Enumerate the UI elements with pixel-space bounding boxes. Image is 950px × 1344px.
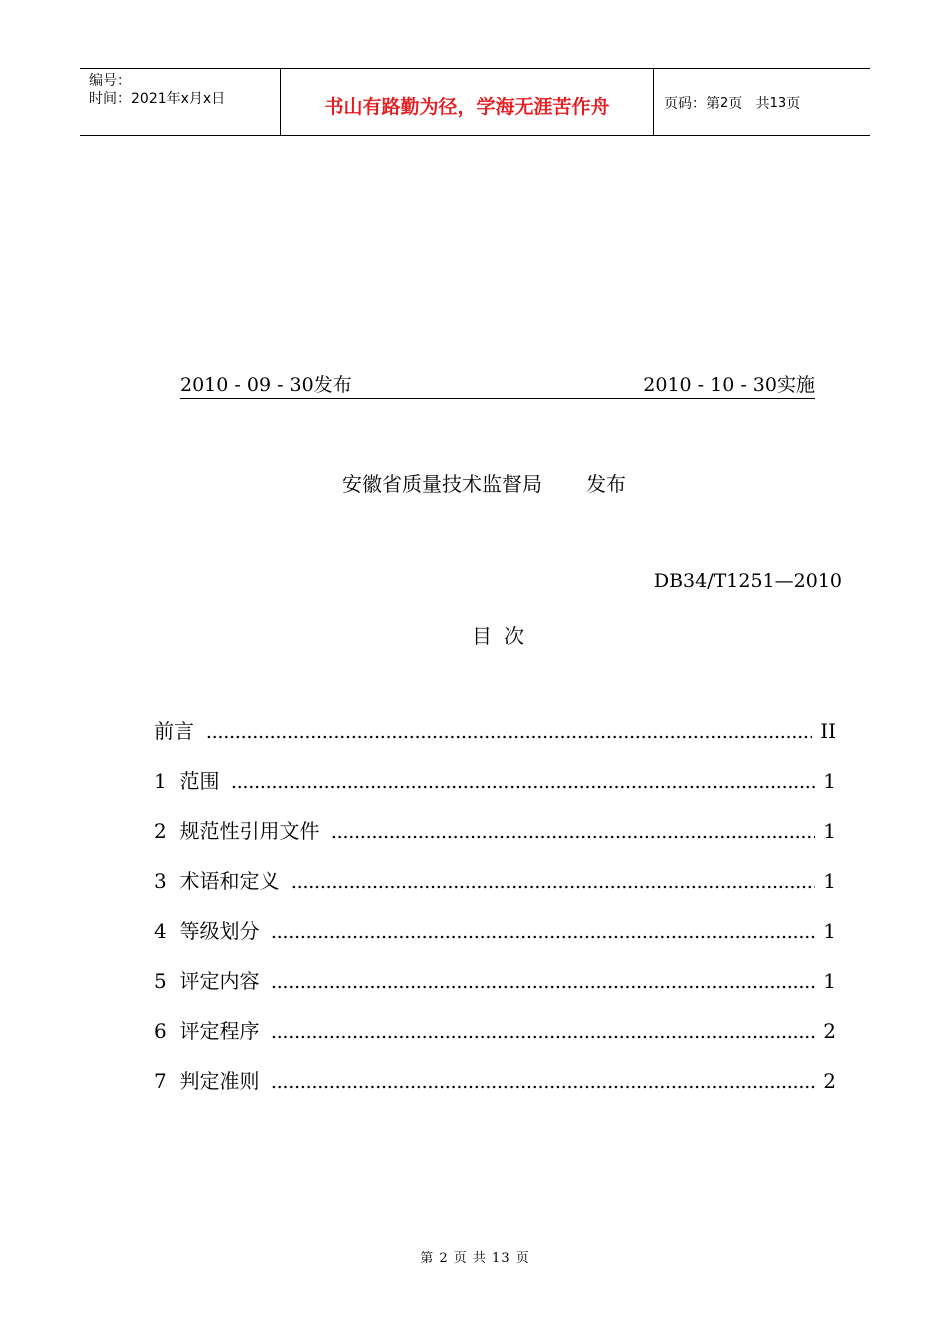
header-page-total: 13 [769,95,787,111]
document-header [80,68,870,136]
header-motto-cell [281,69,654,135]
toc-entry[interactable] [154,818,836,868]
issuer-name: 安徽省质量技术监督局 [342,472,542,496]
header-page-current: 2 [720,95,729,111]
toc-entry-page: 2 [823,1069,836,1093]
toc-entry[interactable] [154,968,836,1018]
header-time-label: 时间：2021年x月x日 [89,91,226,107]
toc-entry-page: 1 [823,919,836,943]
toc-entry[interactable] [154,1068,836,1118]
toc-leader-dots [231,768,815,794]
toc-leader-dots [291,868,815,894]
toc-entry-label: 2 规范性引用文件 [154,819,320,843]
header-motto: 书山有路勤为径，学海无涯苦作舟 [324,95,610,118]
toc-entry-label: 1 范围 [154,769,220,793]
toc-leader-dots [271,968,815,994]
toc-entry-page: 1 [823,769,836,793]
toc-entry-page: 1 [823,819,836,843]
publish-date: 2010 - 09 - 30发布 [180,374,352,396]
dates-row [180,370,815,399]
toc-title: 目次 [472,624,536,648]
table-of-contents [154,718,836,1118]
toc-leader-dots [271,918,815,944]
header-number-label: 编号： [89,73,131,89]
page-footer: 第 2 页 共 13 页 [420,1251,530,1266]
standard-code: DB34/T1251—2010 [653,570,842,592]
header-page-cell [654,69,870,135]
header-page-end: 页 [786,96,801,112]
issuer-line [342,468,626,497]
toc-entry-page: II [820,719,836,743]
toc-entry-label: 4 等级划分 [154,919,260,943]
toc-entry-label: 3 术语和定义 [154,869,280,893]
toc-leader-dots [271,1018,815,1044]
toc-entry[interactable] [154,918,836,968]
toc-entry-label: 5 评定内容 [154,969,260,993]
toc-entry-page: 1 [823,969,836,993]
toc-entry-page: 2 [823,1019,836,1043]
toc-entry-page: 1 [823,869,836,893]
toc-entry[interactable] [154,1018,836,1068]
header-page-mid: 页 共 [728,96,770,112]
issuer-action: 发布 [586,472,626,496]
toc-leader-dots [206,718,812,744]
toc-entry-label: 7 判定准则 [154,1069,260,1093]
toc-entry[interactable] [154,718,836,768]
toc-entry-label: 前言 [154,719,194,743]
toc-entry-label: 6 评定程序 [154,1019,260,1043]
implement-date: 2010 - 10 - 30实施 [643,374,815,396]
toc-entry[interactable] [154,768,836,818]
toc-leader-dots [271,1068,815,1094]
header-meta-cell [80,69,281,135]
header-page-label: 页码：第 [664,96,720,112]
toc-leader-dots [331,818,815,844]
toc-entry[interactable] [154,868,836,918]
